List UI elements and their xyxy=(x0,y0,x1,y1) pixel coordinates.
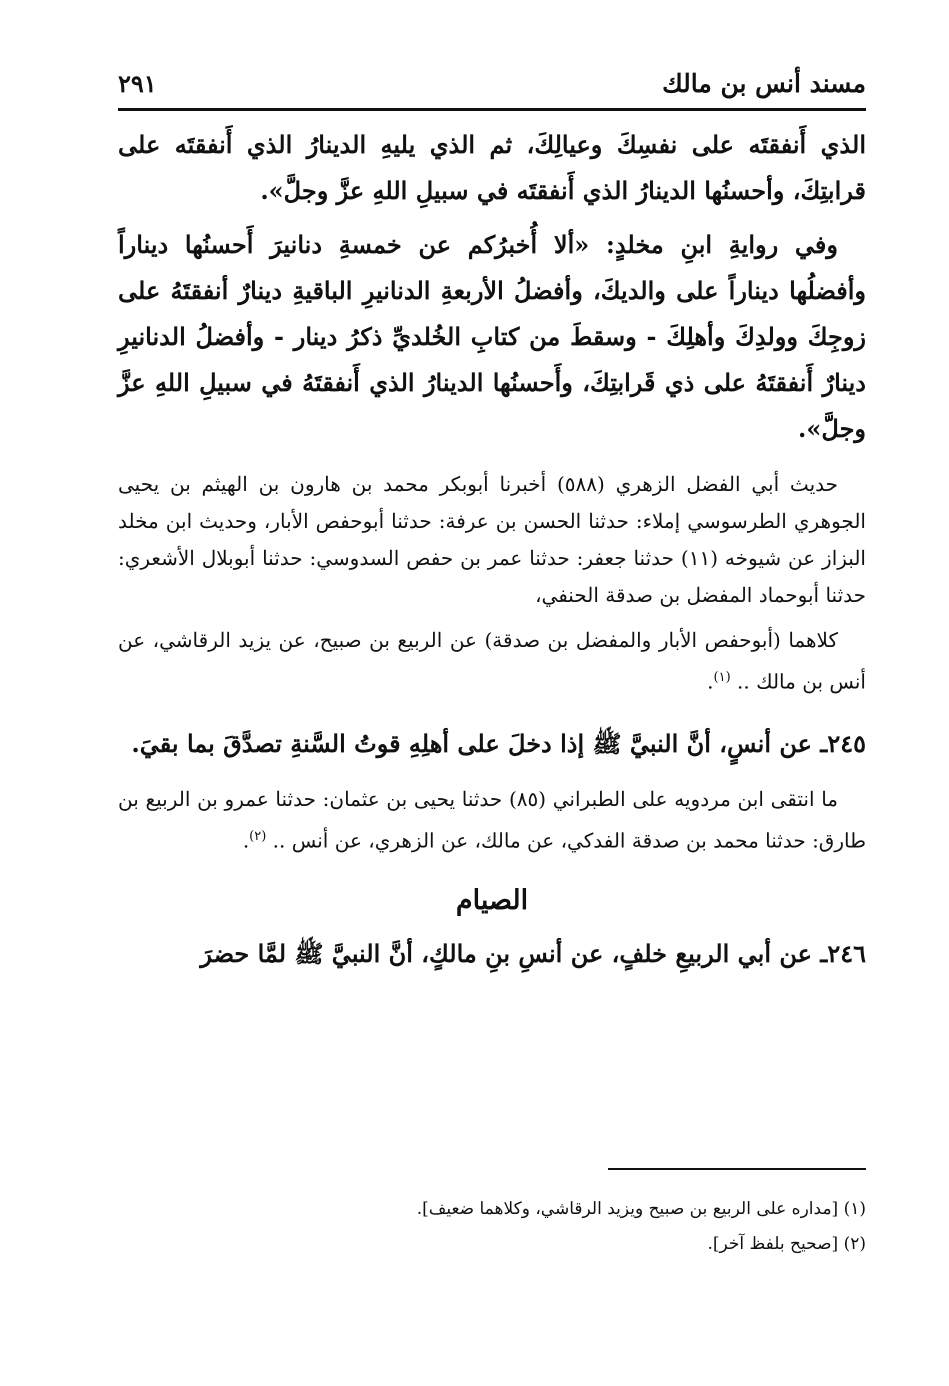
footnote-ref-2: (٢) xyxy=(249,828,267,844)
footnote-rule xyxy=(608,1168,866,1170)
footnotes xyxy=(118,1192,866,1262)
hadith-245-isnad-end: . xyxy=(242,828,250,853)
header-rule xyxy=(118,108,866,111)
footnote-2: (٢) [صحيح بلفظ آخر]. xyxy=(707,1234,866,1254)
page-header xyxy=(118,66,866,106)
isnad-convergence-end: . xyxy=(707,669,714,694)
isnad-paragraph: حديث أبي الفضل الزهري (٥٨٨) أخبرنا أبوبكر محمد بن هارون بن الهيثم بن يحيى الجوهري الطرسوسي إملاء: حدثنا الحسن بن عرفة: حدثنا أبوحفص الأبار، وحديث ابن مخلد البزاز عن شيوخه (١١) حدثنا جعفر: حدثنا عمر بن حفص السدوسي: حدثنا أبوبلال الأشعري: حدثنا أبوحماد المفضل بن صدقة الحنفي، xyxy=(118,472,866,607)
isnad-convergence-text: كلاهما (أبوحفص الأبار والمفضل بن صدقة) عن الربيع بن صبيح، عن يزيد الرقاشي، عن أنس بن مالك .. xyxy=(118,628,866,694)
section-heading: الصيام xyxy=(455,885,529,917)
footnote-ref-1: (١) xyxy=(713,670,731,685)
page-number: ٢٩١ xyxy=(118,69,157,98)
hadith-text-continuation: الذي أَنفقتَه على نفسِكَ وعيالِكَ، ثم الذي يليهِ الدينارُ الذي أَنفقتَه على قرابتِكَ، وأحسنُها الدينارُ الذي أَنفقتَه في سبيلِ اللهِ عزَّ وجلَّ». xyxy=(118,130,866,205)
isnad-convergence xyxy=(118,622,866,701)
hadith-245-isnad-text: ما انتقى ابن مردويه على الطبراني (٨٥) حدثنا يحيى بن عثمان: حدثنا عمرو بن الربيع بن طارق: حدثنا محمد بن صدقة الفدكي، عن مالك، عن الزهري، عن أنس .. xyxy=(118,786,866,853)
hadith-variant-narration: وفي روايةِ ابنِ مخلدٍ: «ألا أُخبرُكم عن خمسةِ دنانيرَ أَحسنُها ديناراً وأفضلُها ديناراً على والديكَ، وأفضلُ الأربعةِ الدنانيرِ الباقيةِ دينارٌ أنفقتَهُ على زوجِكَ وولدِكَ وأهلِكَ - وسقطَ من كتابِ الخُلديِّ ذكرُ دينار - وأفضلُ الدنانيرِ دينارٌ أَنفقتَهُ على ذي قَرابتِكَ، وأَحسنُها الدينارُ الذي أَنفقتَهُ في سبيلِ اللهِ عزَّ وجلَّ». xyxy=(118,230,866,443)
hadith-245-isnad xyxy=(118,781,866,860)
page-body xyxy=(118,122,866,977)
running-title: مسند أنس بن مالك xyxy=(662,69,866,98)
hadith-246: ٢٤٦ـ عن أبي الربيعِ خلفٍ، عن أنسِ بنِ مالكٍ، أنَّ النبيَّ ﷺ لمَّا حضرَ xyxy=(200,939,866,969)
footnote-1: (١) [مداره على الربيع بن صبيح ويزيد الرقاشي، وكلاهما ضعيف]. xyxy=(416,1199,866,1219)
hadith-245: ٢٤٥ـ عن أنسٍ، أنَّ النبيَّ ﷺ إذا دخلَ على أهلِهِ قوتُ السَّنةِ تصدَّقَ بما بقيَ. xyxy=(131,728,866,758)
